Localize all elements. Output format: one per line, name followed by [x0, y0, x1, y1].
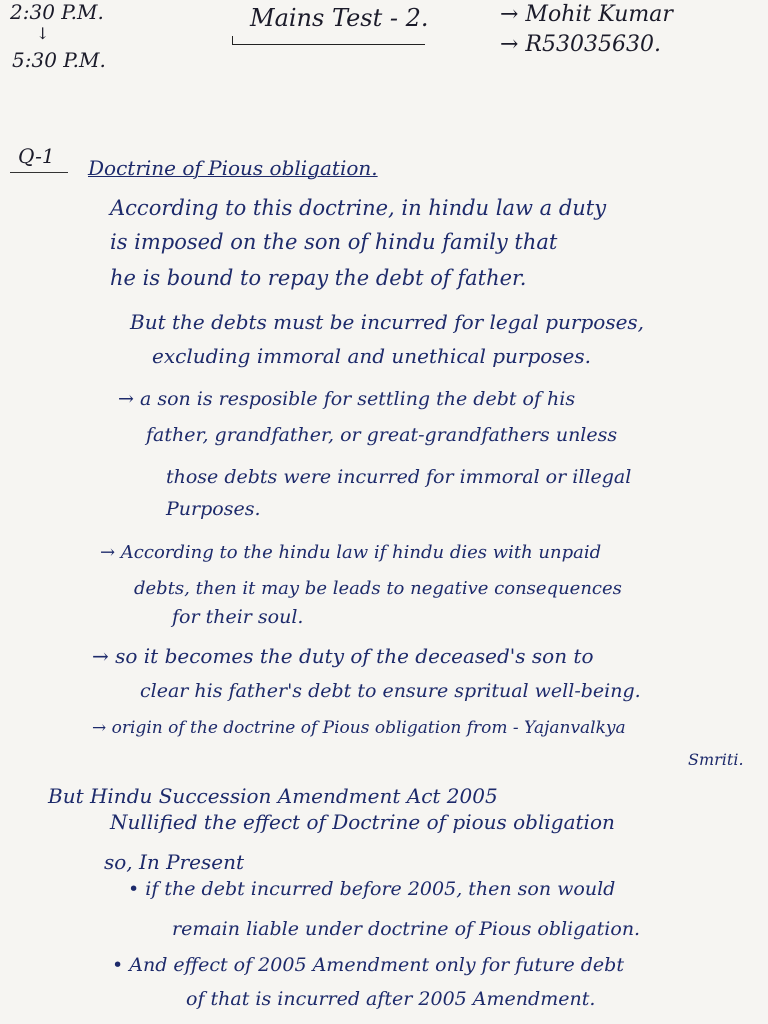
test-title: Mains Test - 2.	[250, 4, 429, 32]
title-underline	[232, 36, 425, 45]
answer-line: father, grandfather, or great-grandfathers unless	[146, 424, 618, 446]
answer-line: for their soul.	[172, 606, 304, 628]
answer-line: excluding immoral and unethical purposes.	[152, 344, 592, 368]
end-time: 5:30 P.M.	[12, 48, 106, 72]
answer-line: → origin of the doctrine of Pious obligation from - Yajanvalkya	[92, 718, 626, 738]
answer-line: remain liable under doctrine of Pious obligation.	[172, 918, 641, 940]
start-time: 2:30 P.M.	[10, 0, 104, 24]
student-name: → Mohit Kumar	[500, 2, 673, 27]
time-arrow: ↓	[36, 24, 50, 43]
answer-line: those debts were incurred for immoral or illegal	[166, 466, 632, 488]
answer-line: Smriti.	[688, 750, 744, 769]
answer-line: But Hindu Succession Amendment Act 2005	[48, 784, 498, 808]
student-id: → R53035630.	[500, 32, 661, 57]
answer-line: is imposed on the son of hindu family that	[110, 230, 558, 254]
question-number: Q-1	[18, 144, 55, 168]
answer-line: • if the debt incurred before 2005, then son would	[128, 878, 616, 900]
question-number-rule	[10, 172, 68, 173]
question-heading: Doctrine of Pious obligation.	[88, 156, 378, 180]
answer-line: → According to the hindu law if hindu dies with unpaid	[100, 542, 602, 563]
answer-line: clear his father's debt to ensure spritual well-being.	[140, 680, 641, 702]
answer-line: Purposes.	[166, 498, 261, 520]
answer-line: • And effect of 2005 Amendment only for future debt	[112, 954, 624, 976]
answer-line: → a son is resposible for settling the debt of his	[118, 388, 576, 410]
answer-line: he is bound to repay the debt of father.	[110, 266, 527, 290]
answer-line: Nullified the effect of Doctrine of pious obligation	[110, 810, 615, 834]
answer-line: of that is incurred after 2005 Amendment.	[186, 988, 596, 1010]
answer-line: so, In Present	[104, 850, 245, 874]
answer-line: According to this doctrine, in hindu law a duty	[110, 196, 607, 220]
answer-line: → so it becomes the duty of the deceased's son to	[92, 644, 594, 668]
answer-line: debts, then it may be leads to negative consequences	[134, 578, 622, 599]
answer-line: But the debts must be incurred for legal purposes,	[130, 310, 645, 334]
